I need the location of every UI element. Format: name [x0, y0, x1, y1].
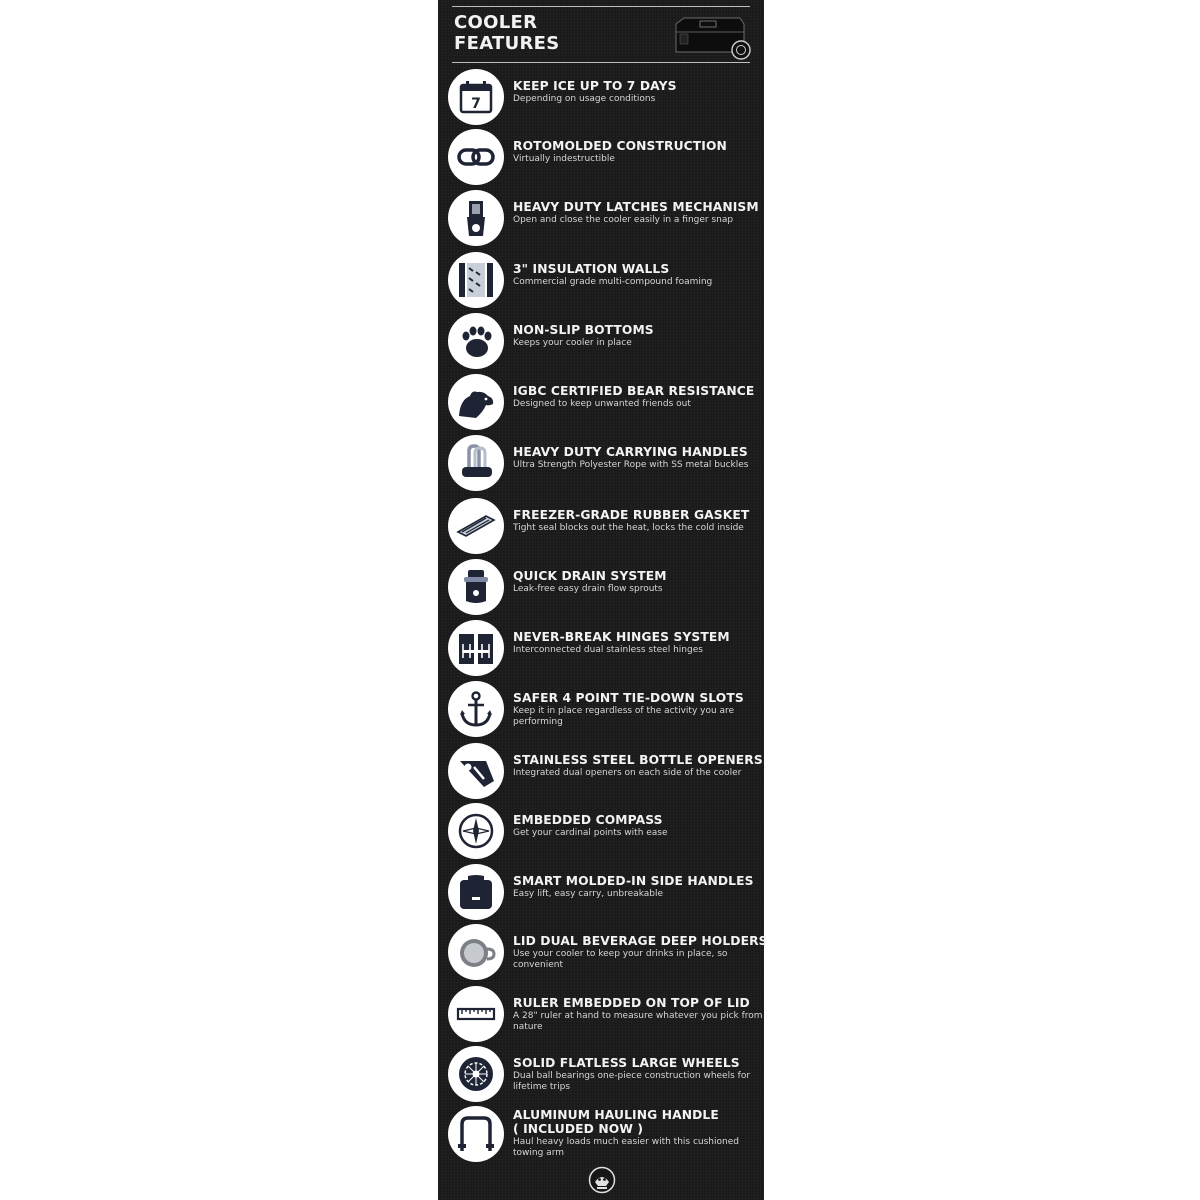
feature-title: IGBC CERTIFIED BEAR RESISTANCE: [513, 384, 755, 398]
feature-item: [438, 557, 764, 617]
feature-title: NEVER-BREAK HINGES SYSTEM: [513, 630, 730, 644]
feature-item: [438, 741, 764, 801]
feature-title: SOLID FLATLESS LARGE WHEELS: [513, 1056, 740, 1070]
feature-item: [438, 311, 764, 371]
feature-text: [513, 384, 763, 410]
ruler-icon: [448, 986, 504, 1042]
feature-text: [513, 813, 763, 839]
feature-text: [513, 200, 763, 226]
title-line-1: COOLER: [454, 12, 538, 33]
feature-item: [438, 127, 764, 187]
drain-plug-icon: [448, 559, 504, 615]
feature-title: RULER EMBEDDED ON TOP OF LID: [513, 996, 750, 1010]
feature-panel: [438, 0, 768, 1200]
chain-link-icon: [448, 129, 504, 185]
feature-title: QUICK DRAIN SYSTEM: [513, 569, 667, 583]
feature-description: Depending on usage conditions: [513, 94, 656, 104]
feature-item: [438, 679, 764, 739]
feature-description: A 28" ruler at hand to measure whatever you pick from nature: [513, 1011, 763, 1032]
feature-description: Keep it in place regardless of the activity you are performing: [513, 706, 735, 727]
feature-text: [513, 79, 763, 105]
gasket-icon: [448, 498, 504, 554]
top-divider: [452, 6, 750, 7]
bottle-opener-icon: [448, 743, 504, 799]
feature-text: [513, 445, 763, 471]
cooler-product-icon: [670, 12, 752, 62]
hauling-handle-icon: [448, 1106, 504, 1162]
latch-icon: [448, 190, 504, 246]
feature-title: FREEZER-GRADE RUBBER GASKET: [513, 508, 750, 522]
feature-description: Ultra Strength Polyester Rope with SS metal buckles: [513, 460, 749, 470]
feature-item: [438, 984, 764, 1044]
feature-item: [438, 372, 764, 432]
compass-icon: [448, 803, 504, 859]
feature-item: [438, 862, 764, 922]
feature-description: Commercial grade multi-compound foaming: [513, 277, 713, 287]
feature-item: [438, 1104, 764, 1164]
feature-title: EMBEDDED COMPASS: [513, 813, 663, 827]
wheel-icon: [448, 1046, 504, 1102]
feature-text: [513, 569, 763, 595]
feature-text: [513, 996, 763, 1033]
feature-description: Designed to keep unwanted friends out: [513, 399, 691, 409]
feature-description: Haul heavy loads much easier with this cushioned towing arm: [513, 1137, 739, 1158]
feature-title-note: ( INCLUDED NOW ): [513, 1122, 644, 1136]
calendar-day-label: 7: [471, 96, 481, 112]
feature-text: [513, 934, 768, 971]
calendar-icon: [448, 69, 504, 125]
feature-item: [438, 67, 764, 127]
feature-title: NON-SLIP BOTTOMS: [513, 323, 654, 337]
feature-title: STAINLESS STEEL BOTTLE OPENERS: [513, 753, 763, 767]
header-divider: [452, 62, 750, 63]
feature-description: Leak-free easy drain flow sprouts: [513, 584, 663, 594]
feature-title: SMART MOLDED-IN SIDE HANDLES: [513, 874, 754, 888]
feature-title: ROTOMOLDED CONSTRUCTION: [513, 139, 727, 153]
rope-handle-icon: [448, 435, 504, 491]
feature-item: [438, 801, 764, 861]
feature-title: HEAVY DUTY CARRYING HANDLES: [513, 445, 748, 459]
anchor-icon: [448, 681, 504, 737]
feature-item: [438, 1044, 764, 1104]
feature-description: Open and close the cooler easily in a finger snap: [513, 215, 734, 225]
feature-item: [438, 496, 764, 556]
insulation-wall-icon: [448, 252, 504, 308]
feature-text: [513, 691, 763, 728]
feature-text: [513, 630, 763, 656]
feature-text: [513, 323, 763, 349]
feature-description: Easy lift, easy carry, unbreakable: [513, 889, 664, 899]
feature-item: [438, 250, 764, 310]
feature-description: Keeps your cooler in place: [513, 338, 632, 348]
hinge-icon: [448, 620, 504, 676]
page-title: [454, 12, 560, 54]
bear-head-icon: [448, 374, 504, 430]
feature-title: KEEP ICE UP TO 7 DAYS: [513, 79, 677, 93]
title-line-2: FEATURES: [454, 33, 560, 54]
feature-text: [513, 1108, 763, 1159]
feature-description: Tight seal blocks out the heat, locks the cold inside: [513, 523, 744, 533]
feature-text: [513, 1056, 763, 1093]
feature-item: [438, 433, 764, 493]
bear-paw-icon: [448, 313, 504, 369]
feature-description: Integrated dual openers on each side of the cooler: [513, 768, 742, 778]
feature-title: ALUMINUM HAULING HANDLE: [513, 1108, 719, 1122]
feature-description: Dual ball bearings one-piece construction wheels for lifetime trips: [513, 1071, 751, 1092]
side-handle-icon: [448, 864, 504, 920]
cup-holder-icon: [448, 924, 504, 980]
feature-title: LID DUAL BEVERAGE DEEP HOLDERS: [513, 934, 768, 948]
feature-title: HEAVY DUTY LATCHES MECHANISM: [513, 200, 759, 214]
feature-description: Get your cardinal points with ease: [513, 828, 668, 838]
feature-item: [438, 618, 764, 678]
feature-description: Interconnected dual stainless steel hinges: [513, 645, 703, 655]
brand-badge-icon: [588, 1166, 616, 1194]
feature-description: Use your cooler to keep your drinks in place, so convenient: [513, 949, 728, 970]
feature-item: [438, 188, 764, 248]
feature-item: [438, 922, 768, 982]
feature-text: [513, 874, 763, 900]
feature-text: [513, 753, 763, 779]
feature-description: Virtually indestructible: [513, 154, 615, 164]
feature-text: [513, 508, 763, 534]
feature-text: [513, 262, 763, 288]
feature-text: [513, 139, 763, 165]
feature-title: SAFER 4 POINT TIE-DOWN SLOTS: [513, 691, 744, 705]
feature-title: 3" INSULATION WALLS: [513, 262, 670, 276]
